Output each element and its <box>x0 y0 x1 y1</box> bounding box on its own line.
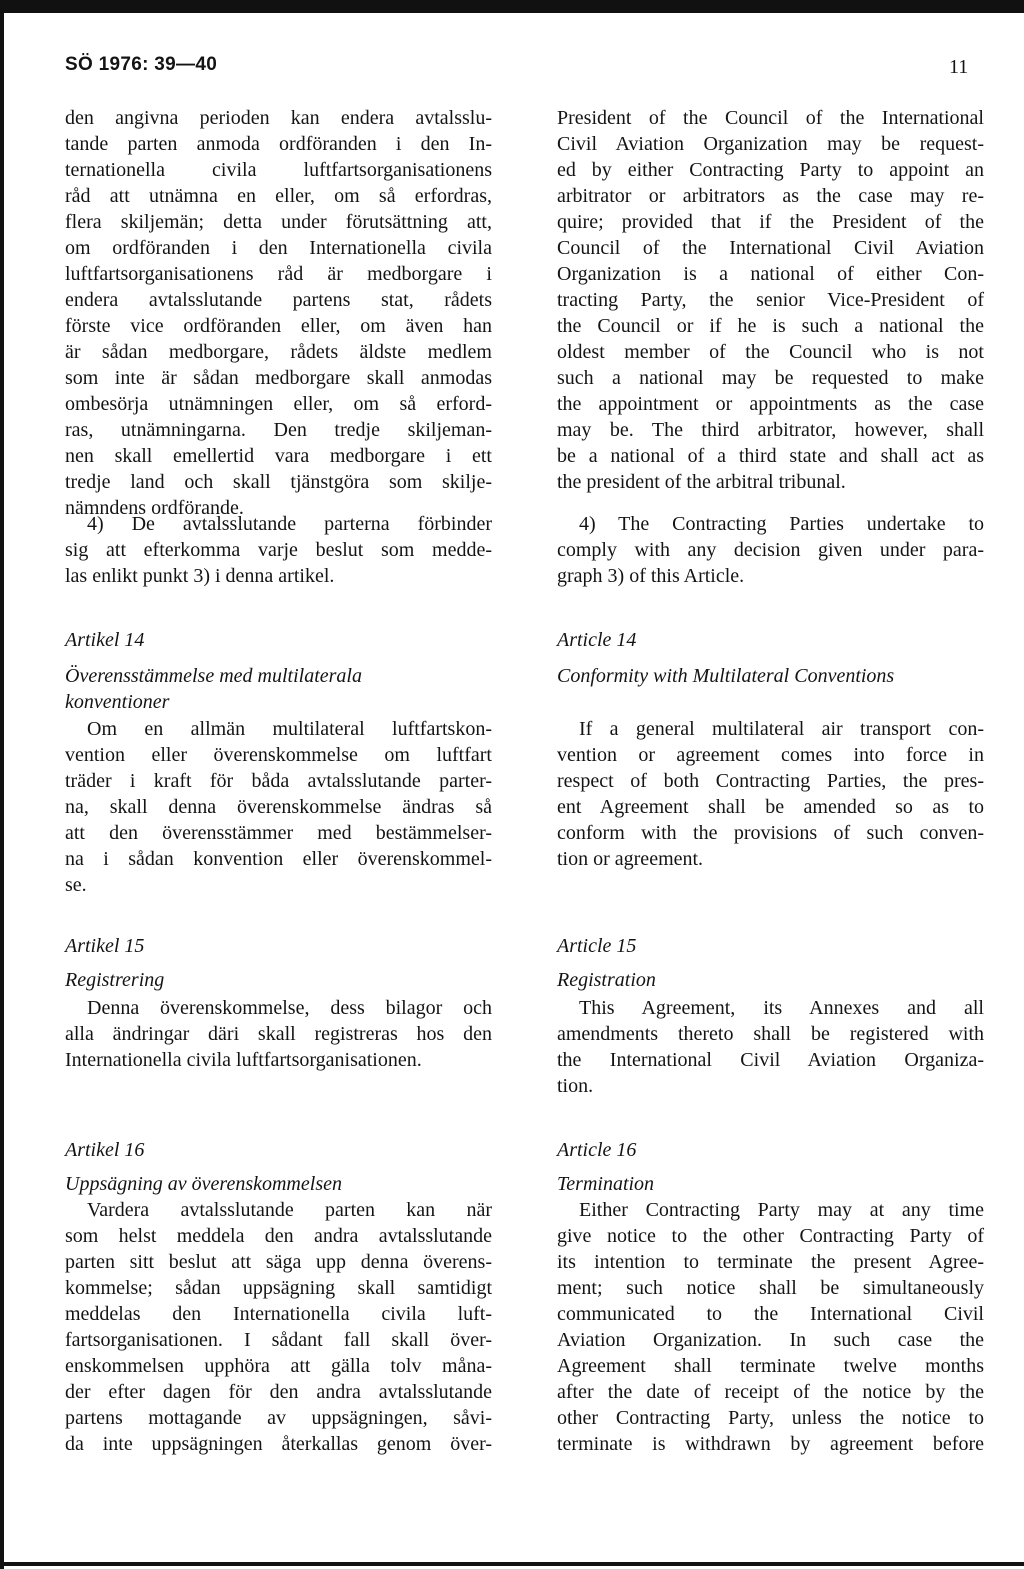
right-intro-lines-line: ed by either Contracting Party to appoint an <box>557 159 984 181</box>
left-intro-lines-line: är sådan medborgare, rådets äldste medlem <box>65 341 492 363</box>
article-16-title-sv: Uppsägning av överenskommelsen <box>65 1173 342 1195</box>
left-intro-lines-line: ras, utnämningarna. Den tredje skiljeman- <box>65 419 492 441</box>
article-15-title-en: Registration <box>557 969 656 991</box>
right-a16-lines-line: after the date of receipt of the notice by the <box>557 1381 984 1403</box>
left-a14-lines-line: att den överensstämmer med bestämmelser- <box>65 822 492 844</box>
left-intro-lines-line: tredje land och skall tjänstgöra som skilje- <box>65 471 492 493</box>
left-intro-lines-line: om ordföranden i den Internationella civila <box>65 237 492 259</box>
left-a14-lines-line: na, skall denna överenskommelse ändras så <box>65 796 492 818</box>
right-a16-lines-line: ment; such notice shall be simultaneously <box>557 1277 984 1299</box>
right-intro-lines-line: the appointment or appointments as the case <box>557 393 984 415</box>
left-intro-lines-line: luftfartsorganisationens råd är medborgare i <box>65 263 492 285</box>
left-intro-lines-line: nen skall emellertid vara medborgare i ett <box>65 445 492 467</box>
right-a16-lines-line: give notice to the other Contracting Party of <box>557 1225 984 1247</box>
article-15-heading-en: Article 15 <box>557 935 637 957</box>
left-a14-lines-line: vention eller överenskommelse om luftfart <box>65 744 492 766</box>
right-a15-lines-line: amendments thereto shall be registered with <box>557 1023 984 1045</box>
article-16-heading-en: Article 16 <box>557 1139 637 1161</box>
right-a16-lines-line: Aviation Organization. In such case the <box>557 1329 984 1351</box>
right-para4-lines-line: graph 3) of this Article. <box>557 565 745 587</box>
article-16-title-en: Termination <box>557 1173 655 1195</box>
left-a14-lines-line: Om en allmän multilateral luftfartskon- <box>87 718 492 740</box>
right-intro-lines-line: Civil Aviation Organization may be request- <box>557 133 984 155</box>
left-intro-lines-line: endera avtalsslutande partens stat, rådets <box>65 289 492 311</box>
right-a14-lines-line: conform with the provisions of such conven- <box>557 822 984 844</box>
left-a15-lines-line: alla ändringar däri skall registreras hos den <box>65 1023 492 1045</box>
left-a14-lines-line: träder i kraft för båda avtalsslutande parter- <box>65 770 492 792</box>
page-number: 11 <box>949 56 969 78</box>
right-intro-lines-line: the Council or if he is such a national the <box>557 315 984 337</box>
article-16-heading-sv: Artikel 16 <box>65 1139 145 1161</box>
left-intro-lines-line: tande parten anmoda ordföranden i den In- <box>65 133 492 155</box>
left-a16-lines-line: da inte uppsägningen återkallas genom över- <box>65 1433 492 1455</box>
right-a15-lines-line: tion. <box>557 1075 594 1097</box>
right-a14-lines-line: respect of both Contracting Parties, the pres- <box>557 770 984 792</box>
right-a14-lines-line: tion or agreement. <box>557 848 704 870</box>
right-intro-lines-line: Council of the International Civil Aviation <box>557 237 984 259</box>
right-intro-lines-line: quire; provided that if the President of the <box>557 211 984 233</box>
right-a14-lines-line: vention or agreement comes into force in <box>557 744 984 766</box>
page-top-border <box>0 0 1024 13</box>
article-15-title-sv: Registrering <box>65 969 165 991</box>
right-a14-lines-line: If a general multilateral air transport con- <box>579 718 984 740</box>
right-intro-lines-line: may be. The third arbitrator, however, shall <box>557 419 984 441</box>
left-intro-lines-line: ombesörja utnämningen eller, om så erford- <box>65 393 492 415</box>
right-intro-lines-line: President of the Council of the International <box>557 107 984 129</box>
right-a15-lines-line: the International Civil Aviation Organiza- <box>557 1049 984 1071</box>
left-intro-lines-line: den angivna perioden kan endera avtalsslu- <box>65 107 492 129</box>
left-a16-lines-line: som helst meddela den andra avtalsslutande <box>65 1225 492 1247</box>
right-intro-lines-line: such a national may be requested to make <box>557 367 984 389</box>
left-para4-lines-line: 4) De avtalsslutande parterna förbinder <box>87 513 492 535</box>
left-a16-lines-line: partens mottagande av uppsägningen, såvi- <box>65 1407 492 1429</box>
left-a16-lines-line: fartsorganisationen. I sådant fall skall över- <box>65 1329 492 1351</box>
article-14-heading-en: Article 14 <box>557 629 637 651</box>
right-para4-lines-line: comply with any decision given under para- <box>557 539 984 561</box>
left-intro-lines-line: förste vice ordföranden eller, om även han <box>65 315 492 337</box>
right-intro-lines-line: oldest member of the Council who is not <box>557 341 984 363</box>
left-a16-lines-line: parten sitt beslut att säga upp denna överens- <box>65 1251 492 1273</box>
left-a16-lines-line: der efter dagen för den andra avtalsslutande <box>65 1381 492 1403</box>
right-a14-lines-line: ent Agreement shall be amended so as to <box>557 796 984 818</box>
right-a16-lines-line: Agreement shall terminate twelve months <box>557 1355 984 1377</box>
left-a14-lines-line: na i sådan konvention eller överenskommel- <box>65 848 492 870</box>
right-intro-lines-line: the president of the arbitral tribunal. <box>557 471 846 493</box>
right-a15-lines-line: This Agreement, its Annexes and all <box>579 997 984 1019</box>
left-intro-lines-line: ternationella civila luftfartsorganisationens <box>65 159 492 181</box>
page-bottom-border <box>4 1562 1024 1566</box>
page-left-border <box>0 0 4 1569</box>
right-intro-lines-line: tracting Party, the senior Vice-President of <box>557 289 984 311</box>
right-para4-lines-line: 4) The Contracting Parties undertake to <box>579 513 984 535</box>
right-a16-lines-line: Either Contracting Party may at any time <box>579 1199 984 1221</box>
right-a16-lines-line: other Contracting Party, unless the notice to <box>557 1407 984 1429</box>
left-a16-lines-line: enskommelsen upphöra att gälla tolv måna- <box>65 1355 492 1377</box>
article-14-title-sv-line: Överensstämmelse med multilaterala <box>65 665 362 687</box>
left-intro-lines-line: råd att utnämna en eller, om så erfordras, <box>65 185 492 207</box>
right-intro-lines-line: be a national of a third state and shall act as <box>557 445 984 467</box>
right-a16-lines-line: terminate is withdrawn by agreement before <box>557 1433 984 1455</box>
left-a16-lines-line: kommelse; sådan uppsägning skall samtidigt <box>65 1277 492 1299</box>
left-a14-lines-line: se. <box>65 874 87 896</box>
article-14-title-en: Conformity with Multilateral Conventions <box>557 665 895 687</box>
right-a16-lines-line: communicated to the International Civil <box>557 1303 984 1325</box>
right-intro-lines-line: Organization is a national of either Con- <box>557 263 984 285</box>
right-intro-lines-line: arbitrator or arbitrators as the case may re- <box>557 185 984 207</box>
left-para4-lines-line: sig att efterkomma varje beslut som medde- <box>65 539 492 561</box>
left-intro-lines-line: flera skiljemän; detta under förutsättning att, <box>65 211 492 233</box>
left-a15-lines-line: Internationella civila luftfartsorganisationen. <box>65 1049 422 1071</box>
left-intro-lines-line: som inte är sådan medborgare skall anmodas <box>65 367 492 389</box>
left-para4-lines-line: las enlikt punkt 3) i denna artikel. <box>65 565 335 587</box>
article-14-heading-sv: Artikel 14 <box>65 629 145 651</box>
document-reference: SÖ 1976: 39—40 <box>65 54 218 75</box>
left-intro-lines-line: nämndens ordförande. <box>65 497 244 519</box>
article-15-heading-sv: Artikel 15 <box>65 935 145 957</box>
left-a16-lines-line: Vardera avtalsslutande parten kan när <box>87 1199 492 1221</box>
article-14-title-sv-line: konventioner <box>65 691 170 713</box>
left-a16-lines-line: meddelas den Internationella civila luft- <box>65 1303 492 1325</box>
right-a16-lines-line: its intention to terminate the present Agree- <box>557 1251 984 1273</box>
left-a15-lines-line: Denna överenskommelse, dess bilagor och <box>87 997 492 1019</box>
